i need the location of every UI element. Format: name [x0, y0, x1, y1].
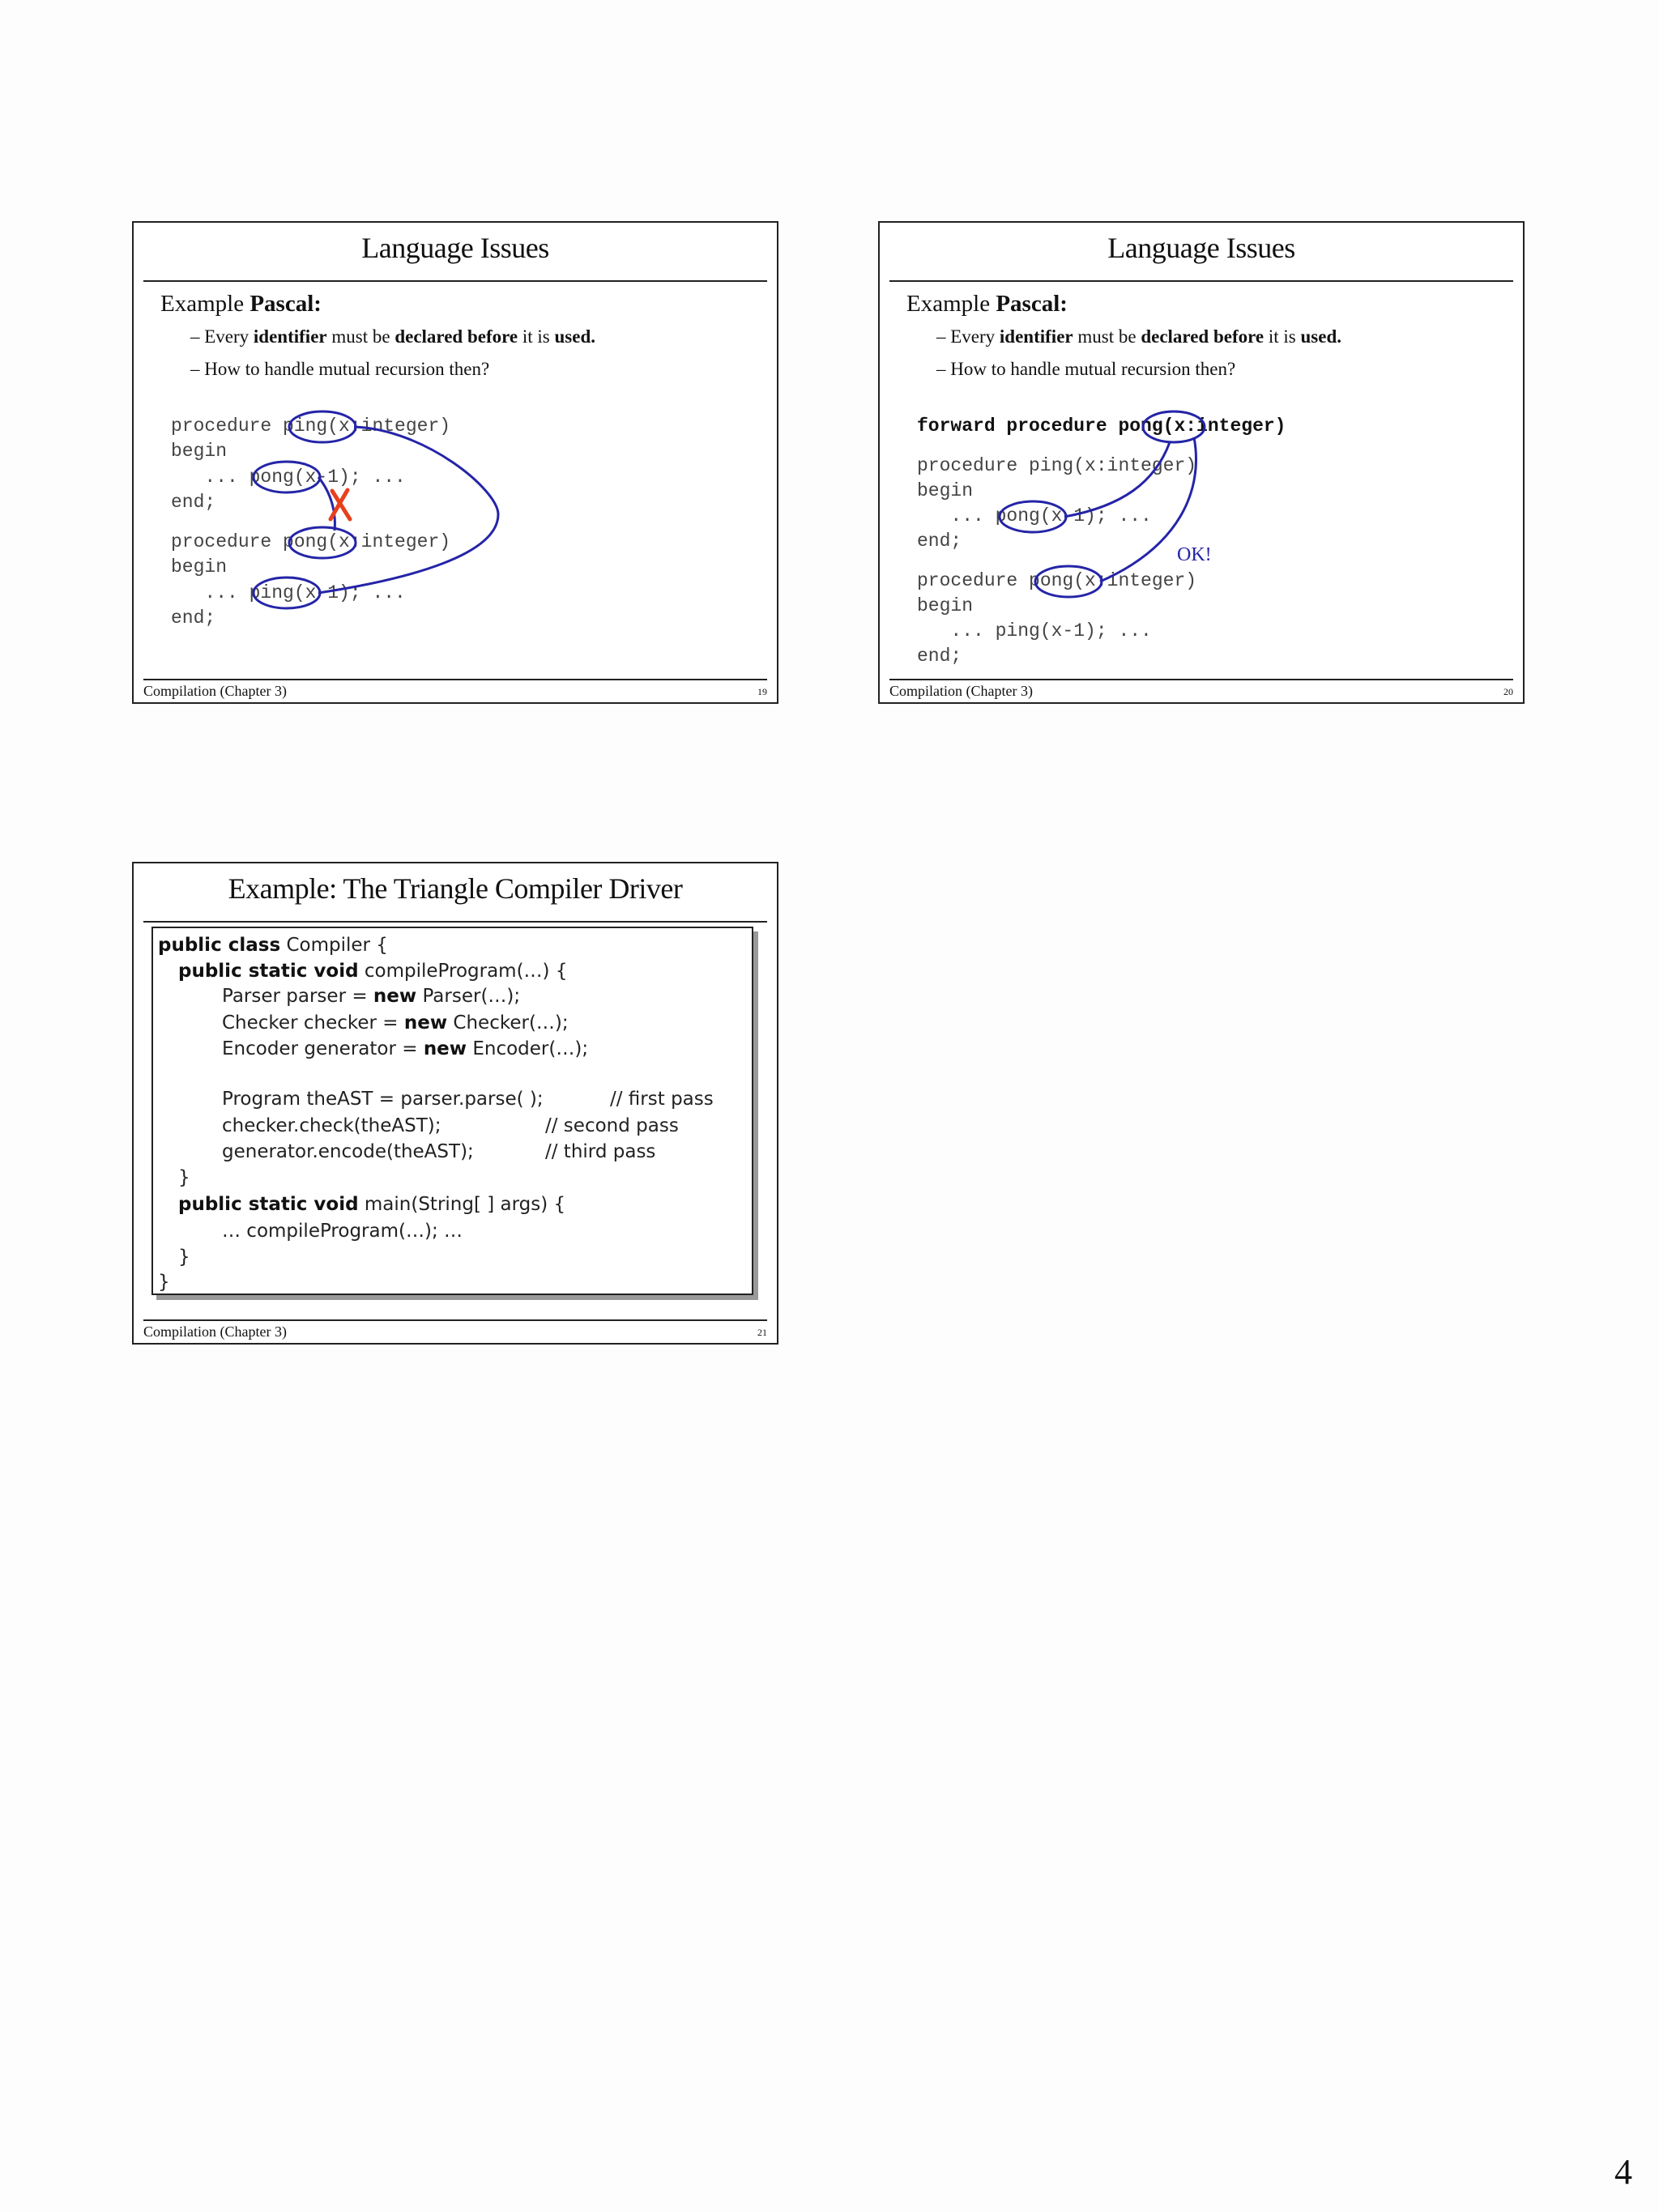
forward-declaration-line: forward procedure pong(x:integer)	[917, 416, 1286, 437]
page-number: 4	[1614, 2152, 1632, 2192]
code-line: end;	[917, 646, 962, 667]
code-line: Parser parser = new Parser(…);	[222, 986, 521, 1007]
code-line: ... pong(x-1); ...	[917, 505, 1152, 526]
code-line: begin	[171, 441, 228, 462]
code-line: public static void main(String[ ] args) {	[178, 1194, 566, 1215]
example-heading: Example Pascal:	[906, 291, 1068, 317]
slide-title: Example: The Triangle Compiler Driver	[228, 872, 683, 905]
code-line: begin	[171, 556, 228, 578]
code-line: public static void compileProgram(…) {	[178, 961, 568, 982]
bullet-declare-before-use: – Every identifier must be declared before it is used.	[936, 326, 1342, 347]
code-line: ... ping(x-1); ...	[917, 620, 1152, 641]
footer-divider	[143, 679, 767, 680]
footer-divider	[889, 679, 1513, 680]
code-comment: // first pass	[610, 1089, 714, 1110]
slide-21	[132, 862, 778, 1345]
code-line: procedure pong(x:integer)	[171, 531, 451, 552]
code-line: end;	[171, 492, 216, 513]
code-line: procedure pong(x:integer)	[917, 570, 1197, 591]
code-line: public class Compiler {	[158, 935, 388, 956]
code-comment: // second pass	[545, 1115, 679, 1136]
slide-20	[878, 221, 1525, 704]
code-line: checker.check(theAST);	[222, 1115, 441, 1136]
slide-number: 20	[1503, 686, 1513, 697]
code-line: }	[158, 1272, 170, 1293]
footer-label: Compilation (Chapter 3)	[143, 1323, 287, 1340]
code-line: procedure ping(x:integer)	[917, 455, 1197, 476]
title-divider	[143, 280, 767, 282]
code-comment: // third pass	[545, 1141, 656, 1162]
code-line: Checker checker = new Checker(…);	[222, 1012, 569, 1034]
slide-number: 21	[757, 1327, 767, 1338]
bullet-declare-before-use: – Every identifier must be declared before it is used.	[190, 326, 596, 347]
cross-mark	[331, 490, 350, 519]
footer-divider	[143, 1319, 767, 1321]
ping-link-arrow	[318, 427, 498, 593]
code-line: begin	[917, 480, 974, 501]
code-line: }	[178, 1247, 190, 1268]
code-line: … compileProgram(…); …	[222, 1221, 463, 1242]
bullet-mutual-recursion: – How to handle mutual recursion then?	[190, 359, 490, 379]
footer-label: Compilation (Chapter 3)	[143, 683, 287, 699]
code-line: ... ping(x-1); ...	[171, 582, 406, 603]
code-line: end;	[171, 607, 216, 629]
bullet-mutual-recursion: – How to handle mutual recursion then?	[936, 359, 1236, 379]
code-line: Encoder generator = new Encoder(…);	[222, 1038, 589, 1059]
java-code-box	[151, 927, 753, 1295]
code-line: begin	[917, 595, 974, 616]
slide-number: 19	[757, 686, 767, 697]
slide-19	[132, 221, 778, 704]
code-line: generator.encode(theAST);	[222, 1141, 474, 1162]
code-line: }	[178, 1167, 190, 1188]
title-divider	[889, 280, 1513, 282]
code-line: end;	[917, 531, 962, 552]
footer-label: Compilation (Chapter 3)	[889, 683, 1033, 699]
ok-annotation: OK!	[1177, 544, 1212, 565]
slide-title: Language Issues	[1107, 232, 1295, 264]
slide-title: Language Issues	[361, 232, 549, 264]
code-line: ... pong(x-1); ...	[171, 467, 406, 488]
title-divider	[143, 921, 767, 923]
code-line: procedure ping(x:integer)	[171, 416, 451, 437]
example-heading: Example Pascal:	[160, 291, 322, 317]
code-line: Program theAST = parser.parse( );	[222, 1089, 544, 1110]
